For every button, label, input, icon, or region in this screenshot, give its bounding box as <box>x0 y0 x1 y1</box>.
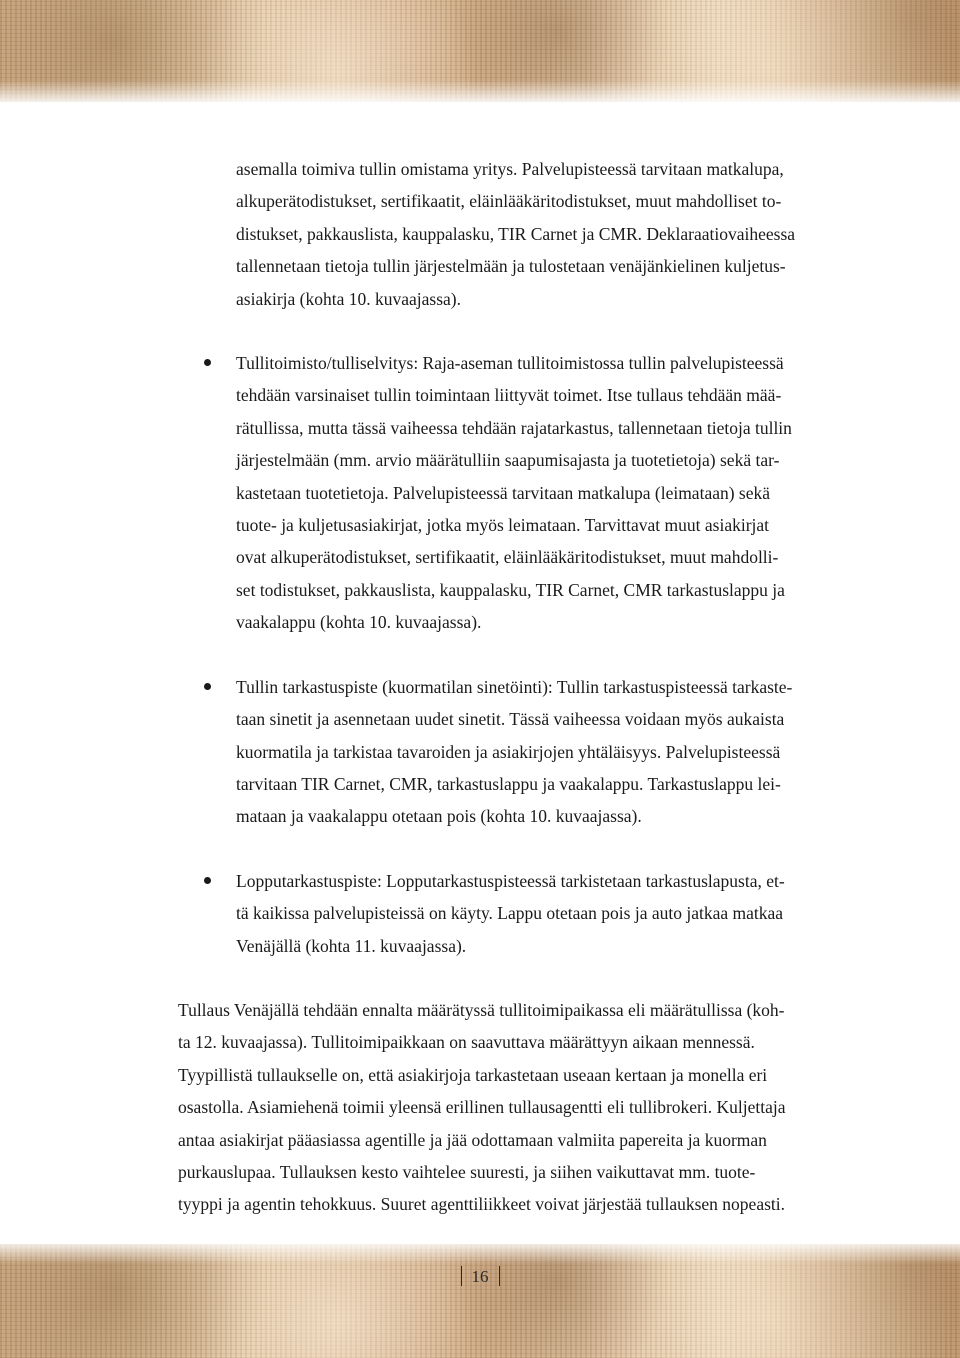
text-line: kuormatila ja tarkistaa tavaroiden ja asiakirjojen yhtäläisyys. Palvelupisteessä <box>236 741 781 762</box>
bullet-icon <box>204 683 211 690</box>
text-line: kastetaan tuotetietoja. Palvelupisteessä tarvitaan matkalupa (leimataan) sekä <box>236 482 771 503</box>
bullet-item-customs-office <box>0 347 960 639</box>
text-line: taan sinetit ja asennetaan uudet sinetit. Tässä vaiheessa voidaan myös aukaista <box>236 709 785 730</box>
divider-right <box>499 1266 500 1286</box>
text-line: mataan ja vaakalappu otetaan pois (kohta 10. kuvaajassa). <box>236 806 642 827</box>
text-line: tehdään varsinaiset tullin toimintaan liittyvät toimet. Itse tullaus tehdään mää- <box>236 385 782 406</box>
text-line: set todistukset, pakkauslista, kauppalasku, TIR Carnet, CMR tarkastuslappu ja <box>236 579 785 600</box>
text-line: osastolla. Asiamiehenä toimii yleensä erillinen tullausagentti eli tullibrokeri. Kuljettaja <box>178 1097 786 1118</box>
page-number-value: 16 <box>471 1267 489 1286</box>
main-paragraph <box>0 994 960 1221</box>
text-line: asemalla toimiva tullin omistama yritys. Palvelupisteessä tarvitaan matkalupa, <box>236 159 784 179</box>
document-body <box>0 153 960 1221</box>
text-line: ovat alkuperätodistukset, sertifikaatit, eläinlääkäritodistukset, muut mahdolli- <box>236 547 779 568</box>
text-line: purkauslupaa. Tullauksen kesto vaihtelee suuresti, ja siihen vaikuttavat mm. tuote- <box>178 1161 756 1182</box>
text-line: Venäjällä (kohta 11. kuvaajassa). <box>236 935 467 956</box>
text-line: Tullin tarkastuspiste (kuormatilan sinetöinti): Tullin tarkastuspisteessä tarkaste- <box>236 676 793 697</box>
text-line: vaakalappu (kohta 10. kuvaajassa). <box>236 612 482 633</box>
decorative-footer-band <box>0 1244 960 1358</box>
text-line: tuote- ja kuljetusasiakirjat, jotka myös leimataan. Tarvittavat muut asiakirjat <box>236 515 770 536</box>
decorative-header-band <box>0 0 960 102</box>
bullet-icon <box>204 359 211 366</box>
text-line: tallennetaan tietoja tullin järjestelmään ja tulostetaan venäjänkielinen kuljetus- <box>236 256 786 277</box>
text-line: Tullaus Venäjällä tehdään ennalta määrätyssä tullitoimipaikassa eli määrätullissa (koh- <box>178 999 785 1020</box>
text-line: tyyppi ja agentin tehokkuus. Suuret agenttiliikkeet voivat järjestää tullauksen nopeasti. <box>178 1194 786 1215</box>
bullet-item-final-inspection <box>0 865 960 962</box>
text-line: Lopputarkastuspiste: Lopputarkastuspisteessä tarkistetaan tarkastuslapusta, et- <box>236 870 785 891</box>
text-line: tä kaikissa palvelupisteissä on käyty. Lappu otetaan pois ja auto jatkaa matkaa <box>236 903 784 924</box>
text-line: ta 12. kuvaajassa). Tullitoimipaikkaan on saavuttava määrättyyn aikaan mennessä. <box>178 1032 755 1053</box>
text-line: alkuperätodistukset, sertifikaatit, eläinlääkäritodistukset, muut mahdolliset to- <box>236 191 782 212</box>
divider-left <box>461 1266 462 1286</box>
text-line: rätullissa, mutta tässä vaiheessa tehdään rajatarkastus, tallennetaan tietoja tullin <box>236 417 792 438</box>
bullet-item-inspection-point <box>0 671 960 833</box>
text-line: Tullitoimisto/tulliselvitys: Raja-aseman tullitoimistossa tullin palvelupisteessä <box>236 353 784 374</box>
page-number <box>0 1266 960 1287</box>
text-line: tarvitaan TIR Carnet, CMR, tarkastuslappu ja vaakalappu. Tarkastuslappu lei- <box>236 773 781 794</box>
intro-paragraph <box>0 153 960 315</box>
text-line: distukset, pakkauslista, kauppalasku, TIR Carnet ja CMR. Deklaraatiovaiheessa <box>236 223 796 244</box>
text-line: asiakirja (kohta 10. kuvaajassa). <box>236 288 461 309</box>
text-line: Tyypillistä tullaukselle on, että asiakirjoja tarkastetaan useaan kertaan ja monella eri <box>178 1064 768 1085</box>
text-line: antaa asiakirjat pääasiassa agentille ja jää odottamaan valmiita papereita ja kuorman <box>178 1129 767 1150</box>
text-line: järjestelmään (mm. arvio määrätulliin saapumisajasta ja tuotetietoja) sekä tar- <box>236 450 780 471</box>
bullet-icon <box>204 877 211 884</box>
